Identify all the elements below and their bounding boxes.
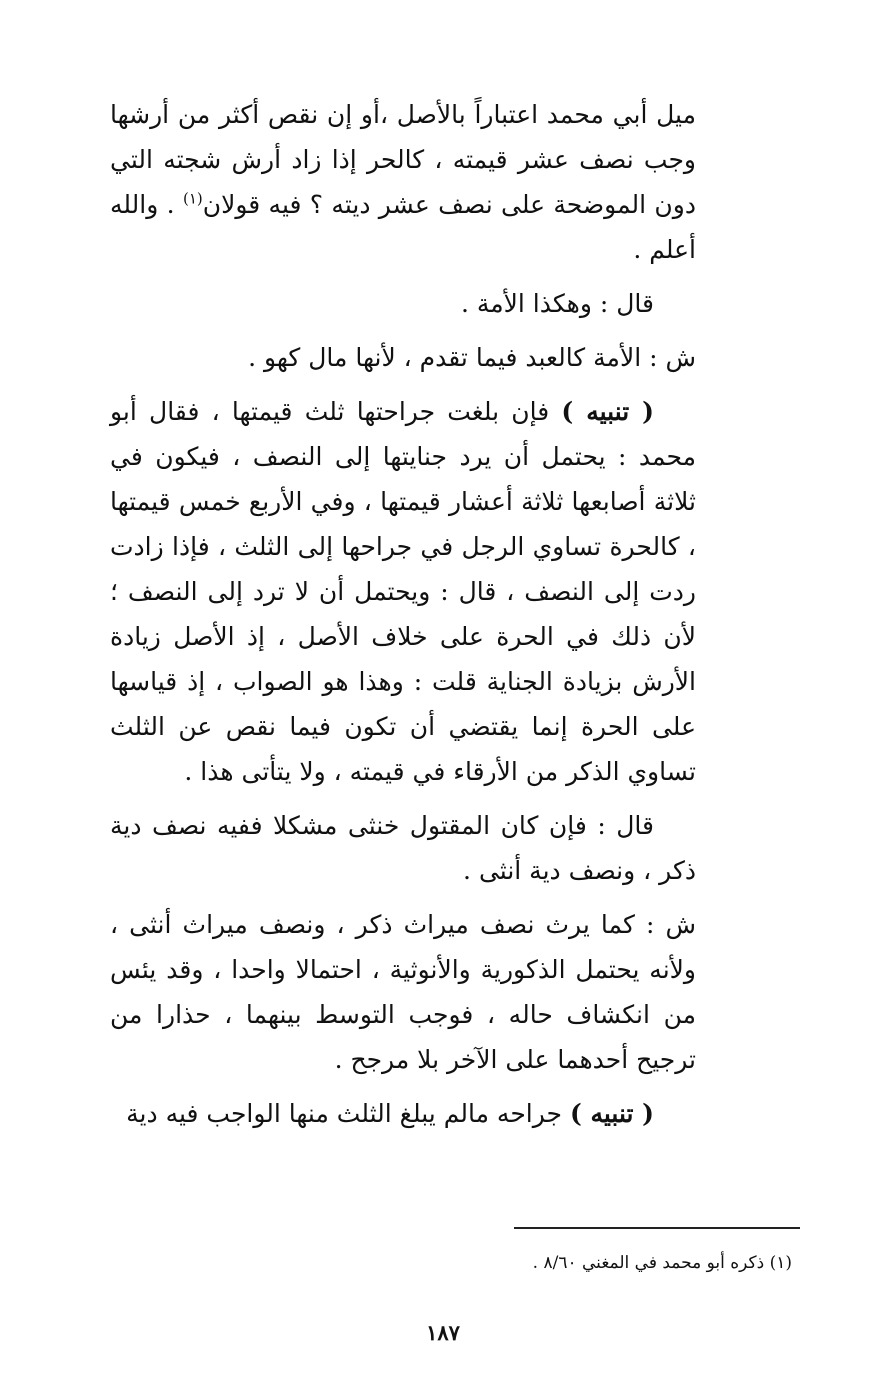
paragraph-4: [110, 389, 696, 794]
paragraph-2: قال : وهكذا الأمة .: [460, 289, 654, 318]
footnote-divider: [514, 1227, 800, 1229]
main-text: [110, 92, 696, 1145]
footnote: (١) ذكره أبو محمد في المغني ٨/٦٠ .: [532, 1253, 792, 1273]
paragraph-1-text: ميل أبي محمد اعتباراً بالأصل ،أو إن نقص أكثر من أرشها وجب نصف عشر قيمته ، كالحر إذا زاد أرش شجته التي دون الموضحة على نصف عشر ديته ؟ فيه قولان: [110, 100, 696, 219]
footnote-reference[interactable]: (١): [182, 189, 203, 208]
paragraph-7-text: جراحه مالم يبلغ الثلث منها الواجب فيه دية: [126, 1099, 570, 1128]
note-label: ( تنبيه ): [561, 397, 654, 426]
paragraph-1-ending: . والله أعلم .: [110, 190, 696, 264]
page-number: ١٨٧: [426, 1320, 460, 1345]
paragraph-3: ش : الأمة كالعبد فيما تقدم ، لأنها مال كهو .: [248, 343, 696, 372]
paragraph-6: ش : كما يرث نصف ميراث ذكر ، ونصف ميراث أنثى ، ولأنه يحتمل الذكورية والأنوثية ، احتمالا واحدا ، وقد يئس من انكشاف حاله ، فوجب التوسط بينهما ، حذارا من ترجيح أحدهما على الآخر بلا مرجح .: [110, 910, 696, 1074]
paragraph-5: قال : فإن كان المقتول خنثى مشكلا ففيه نصف دية ذكر ، ونصف دية أنثى .: [110, 811, 696, 885]
paragraph-4-text: فإن بلغت جراحتها ثلث قيمتها ، فقال أبو محمد : يحتمل أن يرد جنايتها إلى النصف ، فيكون في ثلاثة أصابعها ثلاثة أعشار قيمتها ، وفي الأربع خمس قيمتها ، كالحرة تساوي الرجل في جراحها إلى الثلث ، فإذا زادت ردت إلى النصف ، قال : ويحتمل أن لا ترد إلى النصف ؛ لأن ذلك في الحرة على خلاف الأصل ، إذ الأصل زيادة الأرش بزيادة الجناية قلت : وهذا هو الصواب ، إذ قياسها على الحرة إنما يقتضي أن تكون فيما نقص عن الثلث تساوي الذكر من الأرقاء في قيمته ، ولا يتأتى هذا .: [110, 397, 696, 786]
note-label: ( تنبيه ): [569, 1099, 654, 1128]
paragraph-1: [110, 92, 696, 272]
paragraph-7: [110, 1091, 696, 1136]
